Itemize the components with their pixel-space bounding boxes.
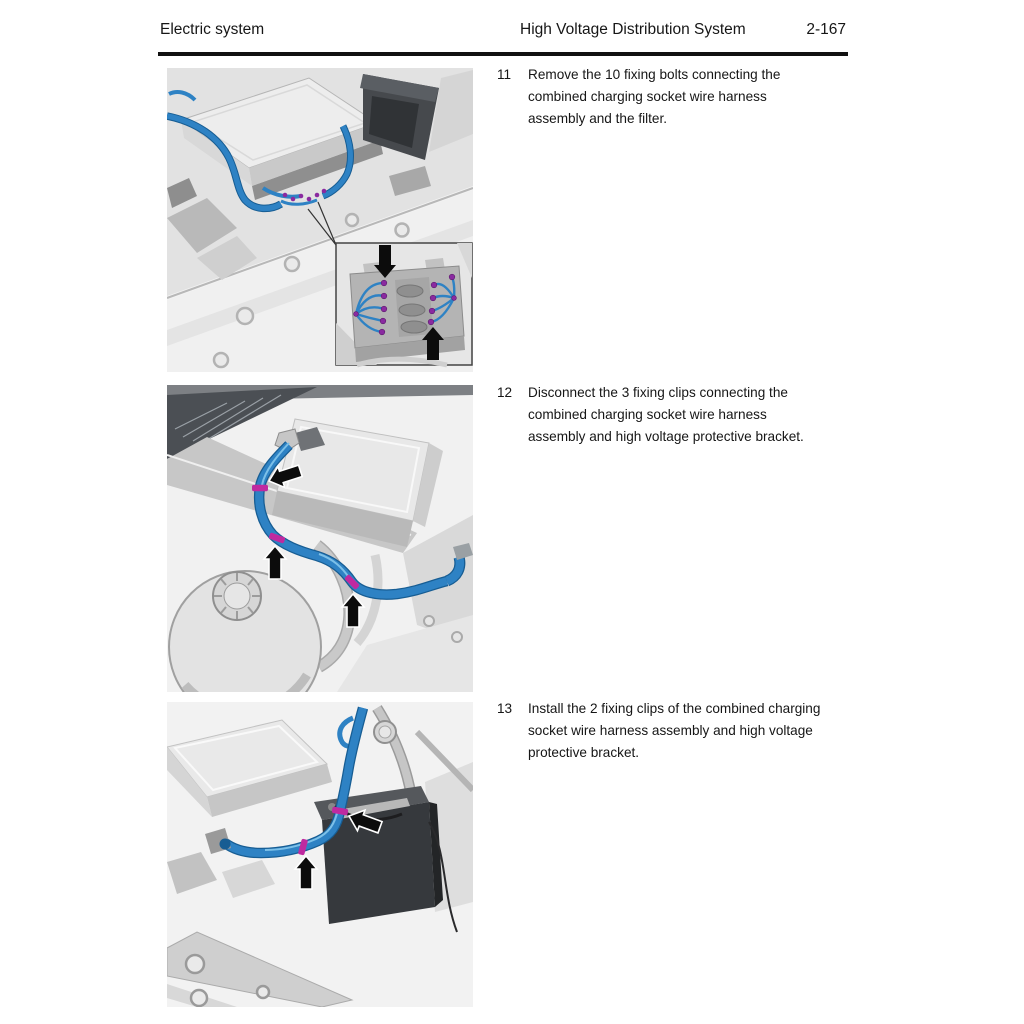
header-chapter-title: High Voltage Distribution System: [520, 21, 746, 38]
page-number: 2-167: [806, 21, 846, 38]
detail-inset: [336, 243, 472, 365]
step-12-text: Disconnect the 3 fixing clips connecting the combined charging socket wire harness assembly and high voltage protective bracket.: [528, 385, 804, 444]
header-right: [520, 21, 846, 39]
figure-step-13-illustration: [167, 702, 473, 1007]
header-section-label: Electric system: [160, 21, 265, 38]
step-11-text: Remove the 10 fixing bolts connecting the combined charging socket wire harness assembly and the filter.: [528, 67, 781, 126]
figure-step-12-illustration: [167, 385, 473, 692]
figure-step-13: [167, 702, 473, 1007]
figure-step-12: [167, 385, 473, 692]
step-12: [497, 382, 829, 447]
step-13-text: Install the 2 fixing clips of the combined charging socket wire harness assembly and high voltage protective bracket.: [528, 701, 821, 760]
step-12-number: 12: [497, 385, 513, 400]
step-11: [497, 64, 829, 129]
step-13-number: 13: [497, 701, 513, 716]
header-rule: [158, 52, 848, 56]
step-13: [497, 698, 829, 763]
figure-step-11-illustration: [167, 68, 473, 372]
figure-step-11: [167, 68, 473, 372]
step-11-number: 11: [497, 67, 512, 82]
fixing-clip-1: [252, 485, 268, 491]
